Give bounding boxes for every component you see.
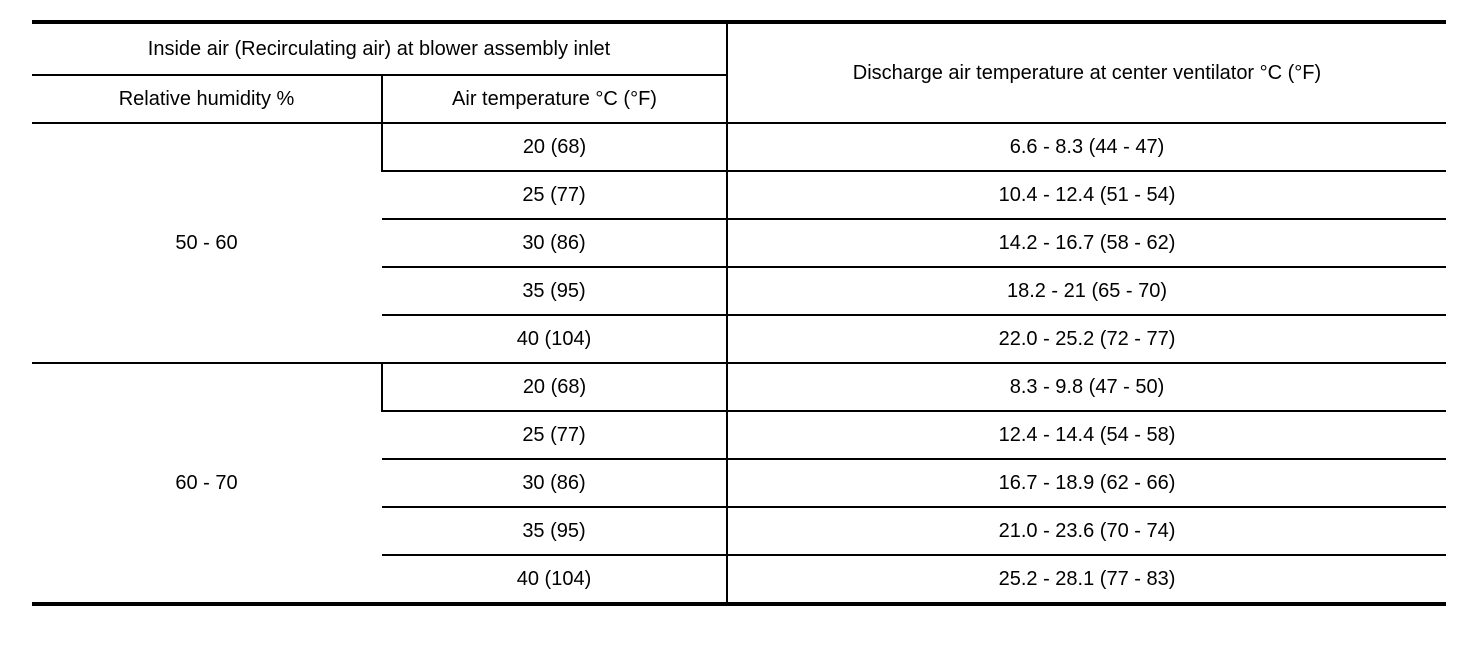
discharge-temp-cell: 12.4 - 14.4 (54 - 58) xyxy=(727,411,1446,459)
table-row xyxy=(32,363,1446,411)
header-row-top xyxy=(32,22,1446,75)
humidity-cell: 60 - 70 xyxy=(32,363,382,604)
discharge-temp-header: Discharge air temperature at center ventilator °C (°F) xyxy=(727,22,1446,123)
discharge-temp-cell: 14.2 - 16.7 (58 - 62) xyxy=(727,219,1446,267)
discharge-temp-cell: 8.3 - 9.8 (47 - 50) xyxy=(727,363,1446,411)
air-temp-cell: 40 (104) xyxy=(382,315,727,363)
discharge-temp-cell: 10.4 - 12.4 (51 - 54) xyxy=(727,171,1446,219)
discharge-temp-cell: 21.0 - 23.6 (70 - 74) xyxy=(727,507,1446,555)
air-temp-cell: 35 (95) xyxy=(382,267,727,315)
discharge-temp-cell: 18.2 - 21 (65 - 70) xyxy=(727,267,1446,315)
air-temp-cell: 40 (104) xyxy=(382,555,727,604)
air-temp-cell: 35 (95) xyxy=(382,507,727,555)
air-temp-cell: 25 (77) xyxy=(382,411,727,459)
performance-table xyxy=(32,20,1446,606)
air-temp-cell: 30 (86) xyxy=(382,219,727,267)
air-temp-cell: 20 (68) xyxy=(382,363,727,411)
discharge-temp-cell: 22.0 - 25.2 (72 - 77) xyxy=(727,315,1446,363)
table-row xyxy=(32,123,1446,171)
air-temp-header: Air temperature °C (°F) xyxy=(382,75,727,123)
discharge-temp-cell: 6.6 - 8.3 (44 - 47) xyxy=(727,123,1446,171)
air-temp-cell: 25 (77) xyxy=(382,171,727,219)
inside-air-header: Inside air (Recirculating air) at blower assembly inlet xyxy=(32,22,727,75)
air-temp-cell: 20 (68) xyxy=(382,123,727,171)
discharge-temp-cell: 25.2 - 28.1 (77 - 83) xyxy=(727,555,1446,604)
air-temp-cell: 30 (86) xyxy=(382,459,727,507)
humidity-cell: 50 - 60 xyxy=(32,123,382,363)
humidity-header: Relative humidity % xyxy=(32,75,382,123)
discharge-temp-cell: 16.7 - 18.9 (62 - 66) xyxy=(727,459,1446,507)
